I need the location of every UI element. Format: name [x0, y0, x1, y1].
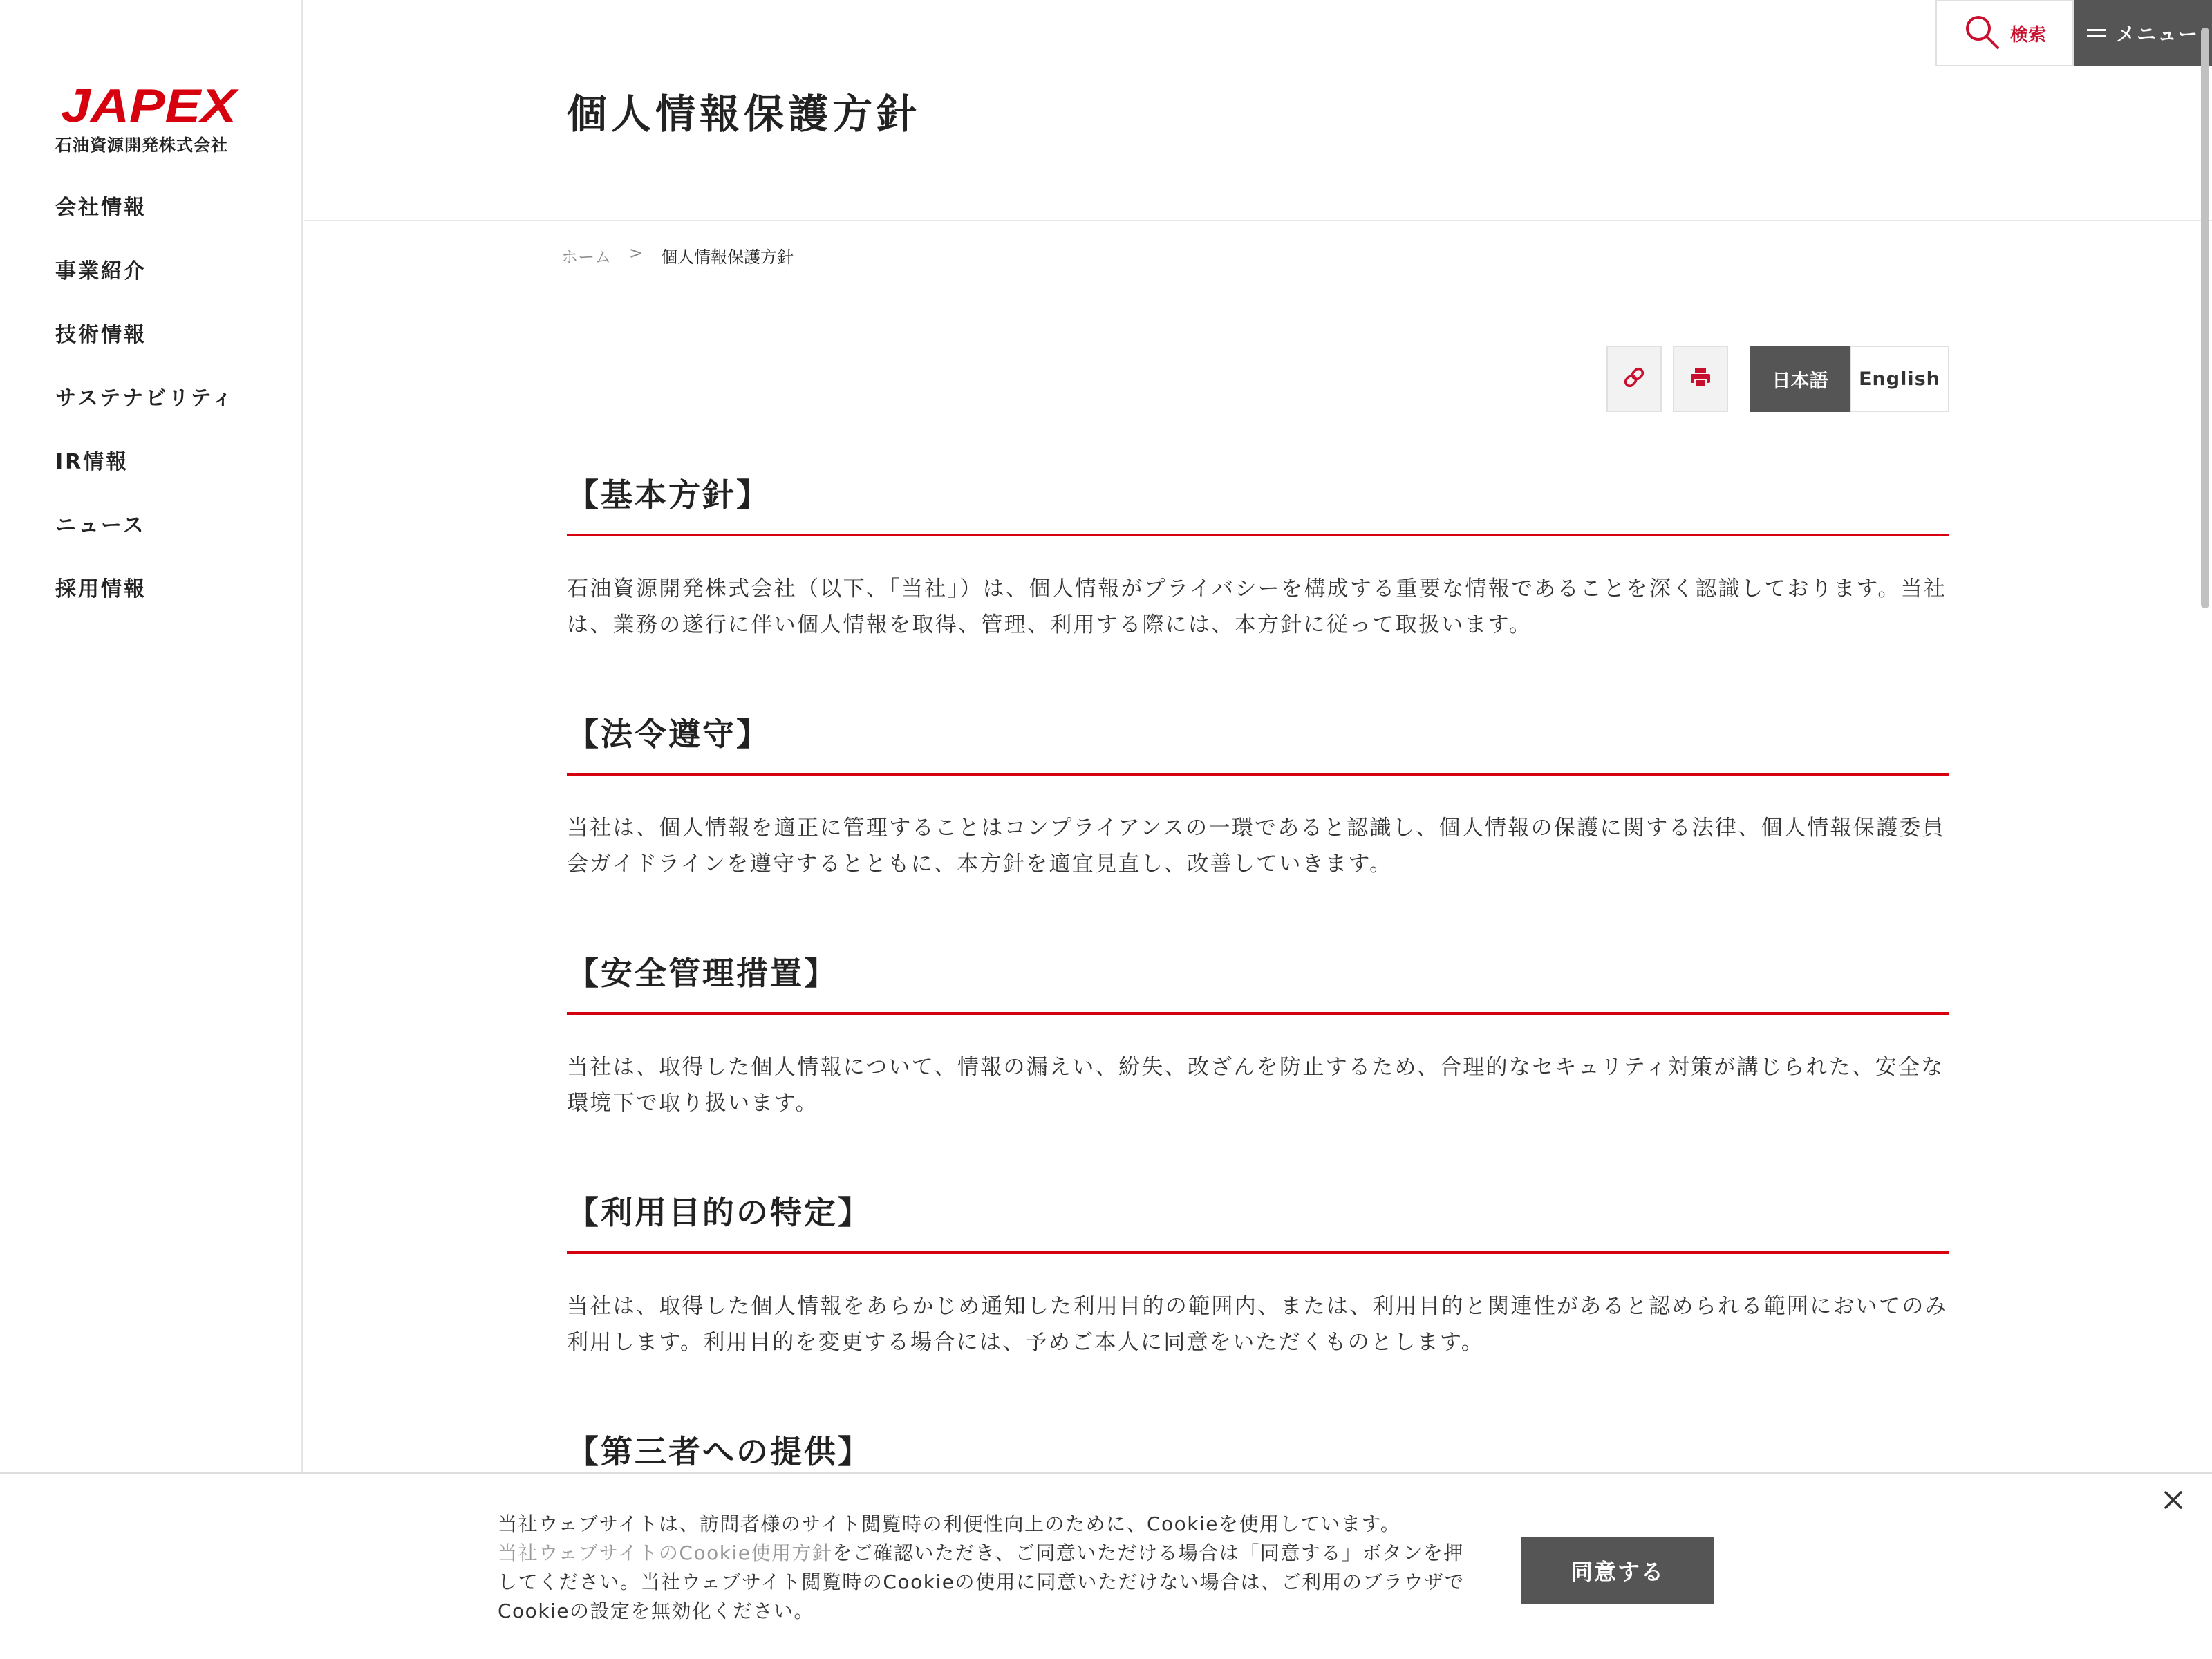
lang-english-button[interactable]: English: [1850, 346, 1949, 412]
cookie-text-1: 当社ウェブサイトは、訪問者様のサイト閲覧時の利便性向上のために、Cookieを使用しています。: [498, 1512, 1401, 1535]
company-name: 石油資源開発株式会社: [55, 135, 228, 155]
cookie-banner: [0, 1472, 2212, 1659]
search-icon: [1963, 13, 2000, 53]
search-label: 検索: [2009, 24, 2046, 46]
search-button[interactable]: [1936, 0, 2074, 66]
menu-button[interactable]: [2074, 0, 2212, 66]
cookie-message: [498, 1510, 1465, 1626]
scrollbar-thumb[interactable]: [2201, 28, 2209, 608]
menu-label: メニュー: [2115, 23, 2199, 46]
menu-icon: [2087, 29, 2106, 37]
close-banner-button[interactable]: [2159, 1488, 2187, 1515]
section-body: 当社は、取得した個人情報について、情報の漏えい、紛失、改ざんを防止するため、合理的なセキュリティ対策が講じられた、安全な環境下で取り扱います。: [567, 1055, 1944, 1116]
header-divider: [304, 220, 2212, 221]
link-icon: [1622, 365, 1647, 393]
section-compliance: [567, 709, 1949, 882]
print-icon: [1689, 366, 1712, 392]
section-body: 当社は、個人情報を適正に管理することはコンプライアンスの一環であると認識し、個人情報の保護に関する法律、個人情報保護委員会ガイドラインを遵守するとともに、本方針を適宜見直し、改善していきます。: [567, 816, 1945, 877]
lang-japanese-button[interactable]: 日本語: [1750, 346, 1850, 412]
sidebar-nav: [55, 187, 234, 632]
sidebar-item-sustainability[interactable]: サステナビリティ: [55, 386, 235, 411]
breadcrumb-current: 個人情報保護方針: [661, 247, 794, 267]
section-title: 【第三者への提供】: [567, 1427, 1949, 1493]
close-icon: [2164, 1490, 2183, 1512]
print-button[interactable]: [1673, 346, 1728, 412]
section-title: 【安全管理措置】: [567, 948, 1949, 1015]
cookie-policy-link[interactable]: 当社ウェブサイトのCookie使用方針: [498, 1541, 833, 1564]
section-title: 【基本方針】: [567, 470, 1949, 536]
agree-button[interactable]: 同意する: [1521, 1537, 1714, 1604]
section-title: 【法令遵守】: [567, 709, 1949, 776]
svg-text:JAPEX: JAPEX: [61, 83, 240, 129]
breadcrumb-home[interactable]: ホーム: [561, 247, 611, 267]
copy-link-button[interactable]: [1606, 346, 1662, 412]
sidebar-item-company[interactable]: 会社情報: [55, 196, 147, 220]
sidebar-item-news[interactable]: ニュース: [55, 514, 146, 538]
section-purpose-of-use: [567, 1188, 1949, 1360]
sidebar-item-technology[interactable]: 技術情報: [55, 323, 147, 347]
section-security-measures: [567, 948, 1949, 1121]
sidebar-item-ir[interactable]: IR情報: [55, 450, 129, 474]
japex-logo-mark: [55, 83, 242, 129]
breadcrumb-separator: >: [629, 243, 644, 263]
sidebar: [0, 0, 303, 1659]
section-basic-policy: [567, 470, 1949, 643]
sidebar-item-business[interactable]: 事業紹介: [55, 259, 147, 283]
section-body: 石油資源開発株式会社（以下、「当社」）は、個人情報がプライバシーを構成する重要な情報であることを深く認識しております。当社は、業務の遂行に伴い個人情報を取得、管理、利用する際には、本方針に従って取扱います。: [567, 577, 1947, 637]
page-title: 個人情報保護方針: [567, 91, 921, 138]
section-title: 【利用目的の特定】: [567, 1188, 1949, 1254]
section-body: 当社は、取得した個人情報をあらかじめ通知した利用目的の範囲内、または、利用目的と関連性があると認められる範囲においてのみ利用します。利用目的を変更する場合には、予めご本人に同意をいただくものとします。: [567, 1294, 1948, 1355]
japex-logo[interactable]: [55, 83, 249, 156]
sidebar-item-recruit[interactable]: 採用情報: [55, 577, 147, 601]
cookie-text-2: をご確認いただき、ご同意いただける場合は「同意する」ボタンを押してください。当社ウェブサイト閲覧時のCookieの使用に同意いただけない場合は、ご利用のブラウザでCookieの設定を無効化ください。: [498, 1541, 1465, 1622]
breadcrumb: [561, 243, 794, 268]
